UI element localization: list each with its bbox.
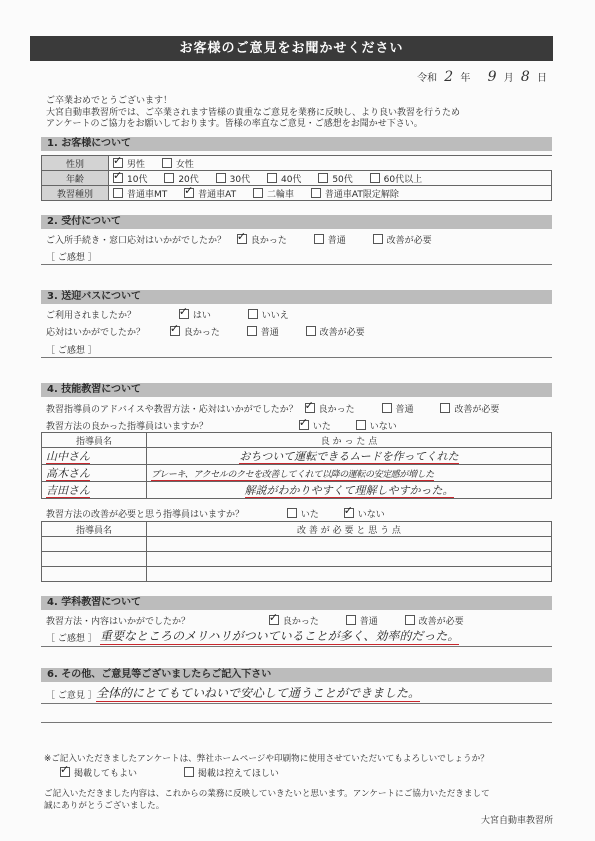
classroom-feedback-line[interactable] — [41, 646, 552, 647]
checkbox[interactable] — [253, 188, 263, 198]
checkbox[interactable] — [373, 234, 383, 244]
section-2-header: 2. 受付について — [41, 215, 552, 229]
classroom-normal-option[interactable]: 普通 — [346, 617, 378, 627]
section-4-header: 4. 技能教習について — [41, 383, 552, 397]
bad-instructor-yes-option[interactable]: いた — [287, 510, 319, 520]
checkbox[interactable] — [405, 615, 415, 625]
classroom-improve-option[interactable]: 改善が必要 — [405, 617, 464, 627]
section-6-header: 6. その他、ご意見等ございましたらご記入下さい — [41, 668, 552, 682]
other-feedback-label: ［ ご意見 ］ — [46, 691, 97, 701]
checkbox[interactable] — [318, 173, 328, 183]
good-point: おちついて運転できるムードを作ってくれた — [239, 450, 459, 463]
classroom-feedback-answer: 重要なところのメリハリがついていることが多く、効率的だった。 — [100, 629, 460, 643]
checkbox[interactable] — [267, 173, 277, 183]
organization-name: 大宮自動車教習所 — [480, 816, 553, 826]
checkbox[interactable] — [346, 615, 356, 625]
good-instructor-table — [41, 432, 552, 499]
date-month-unit: 月 — [503, 73, 514, 84]
gender-label: 性別 — [42, 156, 109, 171]
date-month: 9 — [487, 69, 497, 85]
intro-line: 大宮自動車教習所では、ご卒業されます皆様の貴重なご意見を業務に反映し、より良い教習を行うため — [46, 107, 461, 118]
good-point: 解説がわかりやすくて理解しやすかった。 — [244, 484, 454, 497]
intro-line: ご卒業おめでとうございます！ — [46, 96, 173, 106]
age-20s-option[interactable]: 20代 — [164, 175, 198, 185]
consent-question: ※ご記入いただきましたアンケートは、弊社ホームページや印刷物に使用させていただいてもよろしいでしょうか？ — [44, 754, 489, 764]
age-10s-option[interactable]: ✓ 10代 — [113, 175, 147, 185]
reception-good-option[interactable]: ✓ 良かった — [237, 236, 287, 246]
classroom-good-option[interactable]: ✓ 良かった — [269, 617, 319, 627]
other-feedback-answer: 全体的にとてもていねいで安心して通うことができました。 — [96, 686, 421, 700]
skill-improve-option[interactable]: 改善が必要 — [440, 405, 499, 415]
course-at-option[interactable]: ✓ 普通車AT — [184, 190, 236, 200]
checkbox[interactable] — [269, 615, 279, 625]
checkbox[interactable] — [356, 420, 366, 430]
instructor-name: 高木さん — [46, 467, 90, 480]
skill-good-option[interactable]: ✓ 良かった — [305, 405, 355, 415]
bus-service-question: 応対はいかがでしたか？ ✓ 良かった 普通 改善が必要 — [46, 325, 379, 338]
good-table-col-name: 指導員名 — [42, 433, 147, 448]
consent-deny-option[interactable]: 掲載は控えてほしい — [184, 769, 279, 779]
form-title: お客様のご意見をお聞かせください — [30, 36, 553, 61]
table-row — [42, 465, 552, 482]
table-row[interactable] — [42, 552, 552, 567]
checkbox[interactable] — [248, 309, 258, 319]
table-row[interactable] — [42, 537, 552, 552]
good-instructor-yes-option[interactable]: ✓ いた — [299, 422, 331, 432]
checkbox[interactable] — [306, 326, 316, 336]
age-label: 年齢 — [42, 171, 109, 186]
good-point: ブレーキ、アクセルのクセを改善してくれて以降の運転の安定感が増した — [151, 469, 434, 480]
bus-feedback-line[interactable] — [41, 357, 552, 358]
checkbox[interactable] — [216, 173, 226, 183]
bad-instructor-table — [41, 521, 552, 582]
section-5-header: 4. 学科教習について — [41, 596, 552, 610]
checkbox[interactable] — [179, 309, 189, 319]
good-instructor-no-option[interactable]: いない — [356, 422, 397, 432]
date-era: 令和 — [417, 73, 438, 84]
classroom-feedback-label: ［ ご感想 ］ — [46, 634, 97, 644]
bus-feedback-label: ［ ご感想 ］ — [46, 346, 97, 356]
table-row — [42, 482, 552, 499]
closing-text: ご記入いただきました内容は、これからの業務に反映していきたいと思います。アンケートにご協力いただきまして 誠にありがとうございました。 — [44, 789, 490, 811]
checkbox[interactable] — [382, 403, 392, 413]
bad-instructor-question: 教習方法の改善が必要と思う指導員はいますか？ いた ✓ いない — [46, 507, 399, 520]
consent-allow-option[interactable]: ✓掲載してもよい — [60, 769, 137, 779]
course-mt-option[interactable]: 普通車MT — [113, 190, 167, 200]
section-1-header: 1. お客様について — [41, 137, 552, 151]
good-table-col-point: 良 か っ た 点 — [147, 433, 552, 448]
date-day-unit: 日 — [537, 73, 547, 84]
checkbox[interactable] — [113, 158, 123, 168]
bad-table-col-point: 改 善 が 必 要 と 思 う 点 — [147, 522, 552, 537]
table-row — [42, 448, 552, 465]
reception-feedback-label: ［ ご感想 ］ — [46, 253, 97, 263]
checkbox[interactable] — [113, 173, 123, 183]
customer-info-table — [41, 155, 552, 201]
checkbox[interactable] — [299, 420, 309, 430]
age-60s-option[interactable]: 60代以上 — [370, 175, 422, 185]
bus-normal-option[interactable]: 普通 — [247, 328, 279, 338]
checkbox[interactable] — [164, 173, 174, 183]
checkbox[interactable] — [113, 188, 123, 198]
date-year: 2 — [444, 69, 454, 85]
reception-feedback-line[interactable] — [41, 264, 552, 265]
consent-options — [60, 766, 293, 779]
course-at-release-option[interactable]: 普通車AT限定解除 — [311, 190, 399, 200]
bus-no-option[interactable]: いいえ — [248, 311, 289, 321]
checkbox[interactable] — [162, 158, 172, 168]
gender-female-option[interactable]: 女性 — [162, 160, 194, 170]
bad-instructor-no-option[interactable]: ✓ いない — [344, 510, 385, 520]
skill-advice-question: 教習指導員のアドバイスや教習方法・応対はいかがでしたか？ ✓ 良かった 普通 改善が必要 — [46, 402, 513, 415]
course-motorcycle-option[interactable]: 二輪車 — [253, 190, 294, 200]
gender-male-option[interactable]: ✓ 男性 — [113, 160, 145, 170]
bus-good-option[interactable]: ✓ 良かった — [170, 328, 220, 338]
age-30s-option[interactable]: 30代 — [216, 175, 250, 185]
checkbox[interactable] — [170, 326, 180, 336]
instructor-name: 山中さん — [46, 450, 90, 463]
checkbox[interactable] — [440, 403, 450, 413]
reception-improve-option[interactable]: 改善が必要 — [373, 236, 432, 246]
checkbox[interactable] — [344, 508, 354, 518]
intro-line: アンケートのご協力をお願いしております。皆様の率直なご意見・ご感想をお聞かせ下さい。 — [46, 119, 423, 129]
other-feedback-line-2[interactable] — [41, 722, 552, 723]
checkbox[interactable] — [247, 326, 257, 336]
course-label: 教習種別 — [42, 186, 109, 201]
checkbox[interactable] — [60, 767, 70, 777]
bus-improve-option[interactable]: 改善が必要 — [306, 328, 365, 338]
age-50s-option[interactable]: 50代 — [318, 175, 352, 185]
checkbox[interactable] — [314, 234, 324, 244]
checkbox[interactable] — [237, 234, 247, 244]
intro-text — [46, 96, 556, 131]
checkbox[interactable] — [370, 173, 380, 183]
bus-use-question: ご利用されましたか？ ✓ はい いいえ — [46, 308, 303, 321]
checkbox[interactable] — [311, 188, 321, 198]
instructor-name: 吉田さん — [46, 484, 90, 497]
bad-table-col-name: 指導員名 — [42, 522, 147, 537]
date-line — [417, 69, 547, 85]
good-instructor-question: 教習方法の良かった指導員はいますか？ ✓ いた いない — [46, 419, 411, 432]
checkbox[interactable] — [305, 403, 315, 413]
reception-normal-option[interactable]: 普通 — [314, 236, 346, 246]
classroom-question: 教習方法・内容はいかがでしたか？ ✓ 良かった 普通 改善が必要 — [46, 614, 478, 627]
checkbox[interactable] — [184, 767, 194, 777]
bus-yes-option[interactable]: ✓ はい — [179, 311, 211, 321]
reception-question: ご入所手続き・窓口応対はいかがでしたか？ ✓ 良かった 普通 改善が必要 — [46, 233, 446, 246]
table-row[interactable] — [42, 567, 552, 582]
checkbox[interactable] — [184, 188, 194, 198]
age-40s-option[interactable]: 40代 — [267, 175, 301, 185]
other-feedback-line-1[interactable] — [41, 703, 552, 704]
date-year-unit: 年 — [460, 73, 471, 84]
checkbox[interactable] — [287, 508, 297, 518]
skill-normal-option[interactable]: 普通 — [382, 405, 414, 415]
section-3-header: 3. 送迎バスについて — [41, 290, 552, 304]
date-day: 8 — [520, 69, 530, 85]
